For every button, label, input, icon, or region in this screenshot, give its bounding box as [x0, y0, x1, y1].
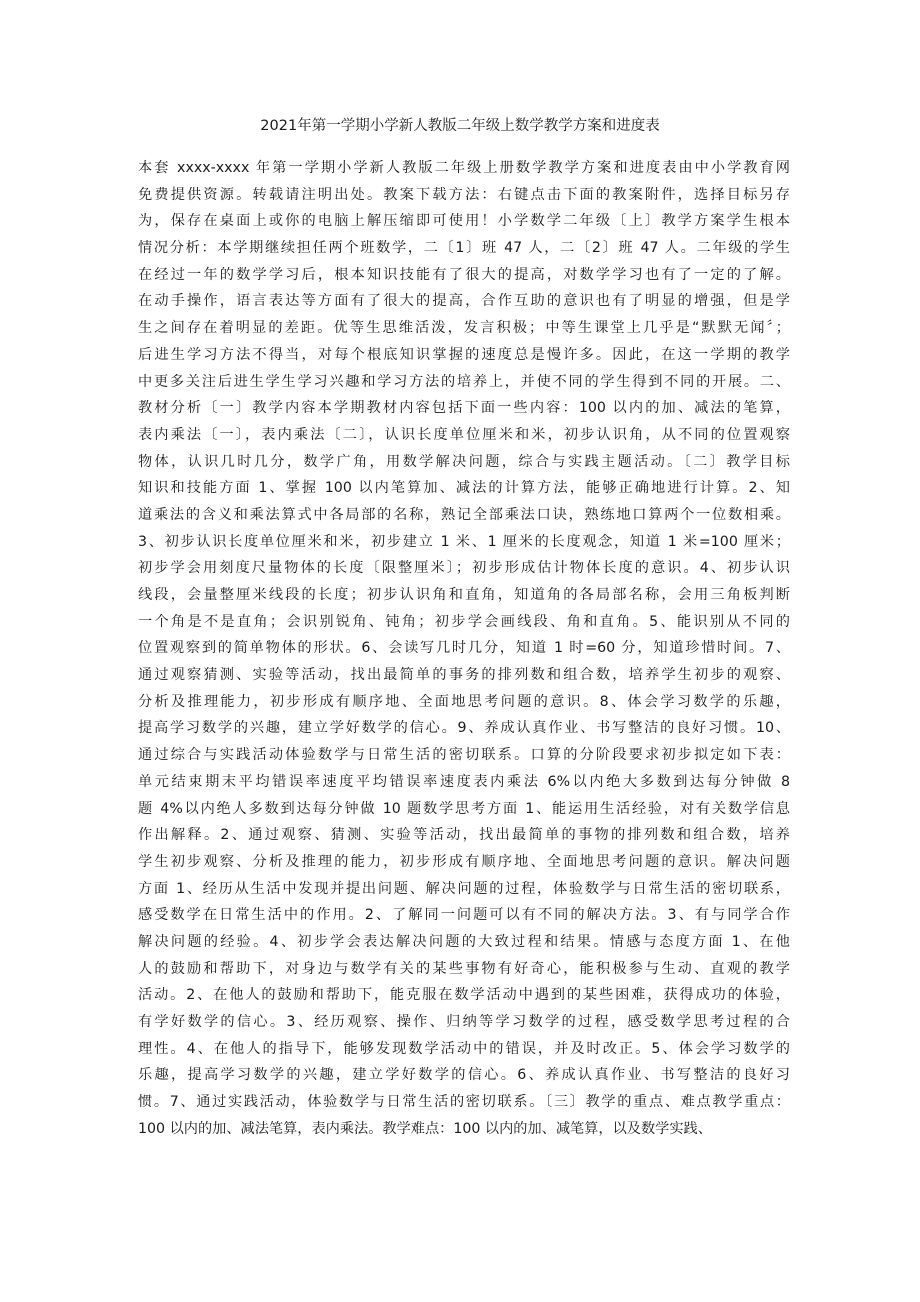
- body-line: 题 4%以内绝人多数到达每分钟做 10 题数学思考方面 1、能运用生活经验，对有关数学信息: [138, 800, 790, 817]
- body-line: 解决问题的经验。4、初步学会表达解决问题的大致过程和结果。情感与态度方面 1、在他: [138, 933, 790, 950]
- body-line: 一个角是不是直角；会识别锐角、钝角；初步学会画线段、角和直角。5、能识别从不同的: [138, 613, 790, 630]
- body-line: 通过综合与实践活动体验数学与日常生活的密切联系。口算的分阶段要求初步拟定如下表：: [138, 747, 790, 764]
- body-line: 惯。7、通过实践活动，体验数学与日常生活的密切联系。〔三〕教学的重点、难点教学重点：: [138, 1094, 790, 1111]
- body-line: 中更多关注后进生学生学习兴趣和学习方法的培养上，并使不同的学生得到不同的开展。二、: [138, 373, 790, 390]
- document-body: [138, 155, 790, 1142]
- body-line: 教材分析〔一〕教学内容本学期教材内容包括下面一些内容：100 以内的加、减法的笔算，: [138, 400, 790, 417]
- body-line: 方面 1、经历从生活中发现并提出问题、解决问题的过程，体验数学与日常生活的密切联系，: [138, 880, 790, 897]
- body-line: 100 以内的加、减法笔算，表内乘法。教学难点：100 以内的加、减笔算，以及数学实践、: [138, 1120, 712, 1137]
- body-line: 本套 xxxx-xxxx 年第一学期小学新人教版二年级上册数学教学方案和进度表由中小学教育网: [138, 160, 790, 176]
- body-line: 位置观察到的简单物体的形状。6、会读写几时几分，知道 1 时=60 分，知道珍惜时间。7、: [138, 640, 790, 657]
- body-line: 理性。4、在他人的指导下，能够发现数学活动中的错误，并及时改正。5、体会学习数学的: [138, 1040, 790, 1057]
- body-line: 初步学会用刻度尺量物体的长度〔限整厘米〕；初步形成估计物体长度的意识。4、初步认识: [138, 560, 790, 577]
- body-line: 提高学习数学的兴趣，建立学好数学的信心。9、养成认真作业、书写整洁的良好习惯。10、: [138, 720, 790, 737]
- body-line: 在经过一年的数学学习后，根本知识技能有了很大的提高，对数学学习也有了一定的了解。: [138, 266, 790, 283]
- body-line: 表内乘法〔一〕，表内乘法〔二〕，认识长度单位厘米和米，初步认识角，从不同的位置观察: [138, 426, 790, 443]
- body-line: 生之间存在着明显的差距。优等生思维活泼，发言积极；中等生课堂上几乎是“默默无闻〞；: [138, 320, 790, 337]
- body-line: 后进生学习方法不得当，对每个根底知识掌握的速度总是慢许多。因此，在这一学期的教学: [138, 346, 790, 363]
- body-line: 作出解释。2、通过观察、猜测、实验等活动，找出最简单的事物的排列数和组合数，培养: [138, 827, 790, 844]
- body-line: 学生初步观察、分析及推理的能力，初步形成有顺序地、全面地思考问题的意识。解决问题: [138, 853, 790, 870]
- body-line: 免费提供资源。转载请注明出处。教案下载方法：右键点击下面的教案附件，选择目标另存: [138, 186, 790, 203]
- body-line: 人的鼓励和帮助下，对身边与数学有关的某些事物有好奇心，能积极参与生动、直观的教学: [138, 960, 790, 977]
- body-line: 3、初步认识长度单位厘米和米，初步建立 1 米、1 厘米的长度观念，知道 1 米=100 厘米；: [138, 533, 790, 550]
- body-line: 感受数学在日常生活中的作用。2、了解同一问题可以有不同的解决方法。3、有与同学合作: [138, 907, 790, 924]
- body-line: 活动。2、在他人的鼓励和帮助下，能克服在数学活动中遇到的某些困难，获得成功的体验，: [138, 987, 790, 1004]
- body-line: 线段，会量整厘米线段的长度；初步认识角和直角，知道角的各局部名称，会用三角板判断: [138, 587, 790, 603]
- body-line: 知识和技能方面 1、掌握 100 以内笔算加、减法的计算方法，能够正确地进行计算。2、知: [138, 480, 790, 497]
- body-line: 为，保存在桌面上或你的电脑上解压缩即可使用！小学数学二年级〔上〕教学方案学生根本: [138, 213, 790, 230]
- body-line: 分析及推理能力，初步形成有顺序地、全面地思考问题的意识。8、体会学习数学的乐趣，: [138, 693, 790, 710]
- body-line: 情况分析：本学期继续担任两个班数学，二〔1〕班 47 人，二〔2〕班 47 人。二年级的学生: [138, 240, 790, 257]
- body-line: 道乘法的含义和乘法算式中各局部的名称，熟记全部乘法口诀，熟练地口算两个一位数相乘。: [138, 506, 790, 523]
- body-line: 在动手操作，语言表达等方面有了很大的提高，合作互助的意识也有了明显的增强，但是学: [138, 293, 790, 310]
- body-line: 物体，认识几时几分，数学广角，用数学解决问题，综合与实践主题活动。〔二〕教学目标: [138, 453, 790, 470]
- body-line: 有学好数学的信心。3、经历观察、操作、归纳等学习数学的过程，感受数学思考过程的合: [138, 1014, 790, 1030]
- document-title: 2021年第一学期小学新人教版二年级上数学教学方案和进度表: [260, 118, 660, 134]
- body-line: 乐趣，提高学习数学的兴趣，建立学好数学的信心。6、养成认真作业、书写整洁的良好习: [138, 1067, 790, 1084]
- body-line: 单元结束期末平均错误率速度平均错误率速度表内乘法 6%以内绝大多数到达每分钟做 8: [138, 773, 790, 790]
- body-line: 通过观察猜测、实验等活动，找出最简单的事务的排列数和组合数，培养学生初步的观察、: [138, 667, 790, 684]
